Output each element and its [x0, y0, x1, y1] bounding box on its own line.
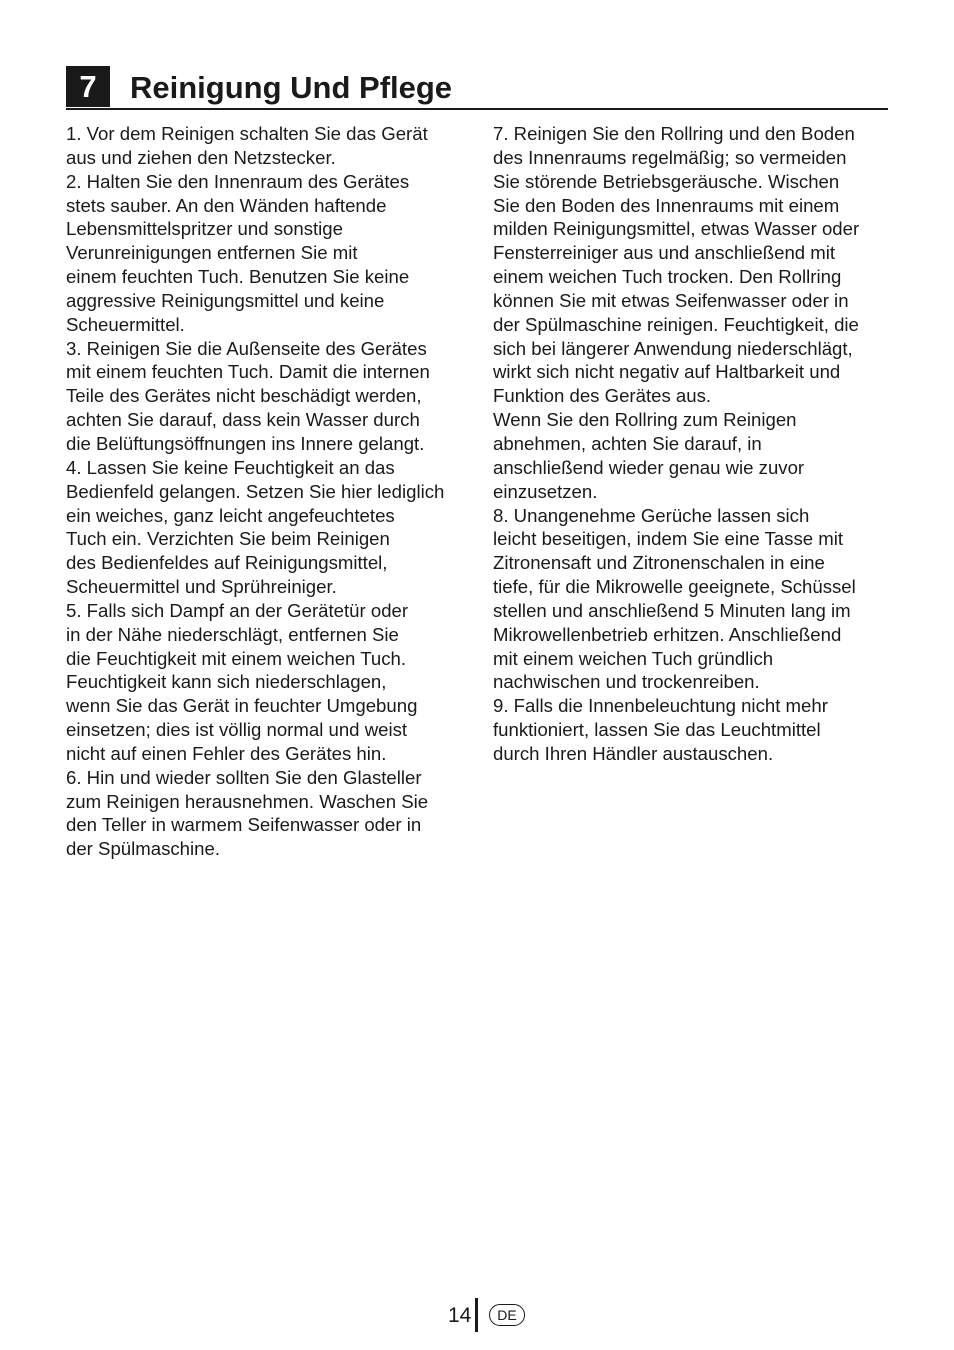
- left-text-column: [66, 122, 466, 861]
- text-line: Scheuermittel und Sprühreiniger.: [66, 576, 337, 598]
- text-line: nachwischen und trockenreiben.: [493, 671, 760, 693]
- text-line: milden Reinigungsmittel, etwas Wasser oder: [493, 218, 860, 240]
- text-line: Fensterreiniger aus und anschließend mit: [493, 242, 836, 264]
- text-line: mit einem feuchten Tuch. Damit die internen: [66, 361, 430, 383]
- text-line: Wenn Sie den Rollring zum Reinigen: [493, 409, 797, 431]
- text-line: einem weichen Tuch trocken. Den Rollring: [493, 266, 842, 288]
- text-line: stets sauber. An den Wänden haftende: [66, 194, 387, 216]
- text-line: 5. Falls sich Dampf an der Gerätetür oder: [66, 599, 409, 621]
- page-title: Reinigung Und Pflege: [130, 70, 453, 105]
- text-line: 7. Reinigen Sie den Rollring und den Boden: [493, 123, 855, 144]
- text-line: 8. Unangenehme Gerüche lassen sich: [493, 504, 810, 526]
- text-line: Teile des Gerätes nicht beschädigt werden,: [66, 385, 422, 407]
- text-line: den Teller in warmem Seifenwasser oder in: [66, 814, 422, 836]
- text-line: Sie störende Betriebsgeräusche. Wischen: [493, 170, 840, 192]
- text-line: ein weiches, ganz leicht angefeuchtetes: [66, 504, 395, 526]
- chapter-number-badge: 7: [66, 66, 110, 107]
- text-line: durch Ihren Händler austauschen.: [493, 742, 774, 764]
- text-line: der Spülmaschine.: [66, 838, 220, 860]
- text-line: sich bei längerer Anwendung niederschlägt,: [493, 337, 853, 359]
- text-line: abnehmen, achten Sie darauf, in: [493, 432, 762, 454]
- text-line: 3. Reinigen Sie die Außenseite des Gerätes: [66, 337, 427, 359]
- text-line: aggressive Reinigungsmittel und keine: [66, 289, 385, 311]
- text-line: tiefe, für die Mikrowelle geeignete, Schüssel: [493, 576, 856, 598]
- text-line: 6. Hin und wieder sollten Sie den Glasteller: [66, 766, 422, 788]
- text-line: einzusetzen.: [493, 480, 598, 502]
- text-line: Funktion des Gerätes aus.: [493, 385, 712, 407]
- text-line: 9. Falls die Innenbeleuchtung nicht mehr: [493, 695, 828, 717]
- text-line: funktioniert, lassen Sie das Leuchtmittel: [493, 719, 821, 741]
- text-line: die Feuchtigkeit mit einem weichen Tuch.: [66, 647, 407, 669]
- page-number: 14: [448, 1304, 472, 1327]
- text-line: Bedienfeld gelangen. Setzen Sie hier lediglich: [66, 480, 445, 502]
- text-line: Lebensmittelspritzer und sonstige: [66, 218, 343, 240]
- text-line: leicht beseitigen, indem Sie eine Tasse mit: [493, 528, 844, 550]
- text-line: des Innenraums regelmäßig; so vermeiden: [493, 146, 847, 168]
- text-line: Feuchtigkeit kann sich niederschlagen,: [66, 671, 387, 693]
- text-line: 1. Vor dem Reinigen schalten Sie das Gerät: [66, 123, 428, 144]
- language-badge: DE: [489, 1304, 525, 1326]
- text-line: zum Reinigen herausnehmen. Waschen Sie: [66, 790, 429, 812]
- text-line: 2. Halten Sie den Innenraum des Gerätes: [66, 170, 410, 192]
- text-line: Verunreinigungen entfernen Sie mit: [66, 242, 358, 264]
- text-line: nicht auf einen Fehler des Gerätes hin.: [66, 742, 387, 764]
- text-line: des Bedienfeldes auf Reinigungsmittel,: [66, 552, 388, 574]
- text-line: stellen und anschließend 5 Minuten lang im: [493, 599, 851, 621]
- text-line: in der Nähe niederschlägt, entfernen Sie: [66, 623, 399, 645]
- text-line: wenn Sie das Gerät in feuchter Umgebung: [66, 695, 418, 717]
- text-line: 4. Lassen Sie keine Feuchtigkeit an das: [66, 456, 395, 478]
- text-line: Scheuermittel.: [66, 313, 185, 335]
- text-line: Mikrowellenbetrieb erhitzen. Anschließend: [493, 623, 842, 645]
- chapter-header: [66, 66, 888, 110]
- text-line: der Spülmaschine reinigen. Feuchtigkeit, die: [493, 313, 859, 335]
- text-line: aus und ziehen den Netzstecker.: [66, 146, 336, 168]
- text-line: anschließend wieder genau wie zuvor: [493, 456, 805, 478]
- text-line: wirkt sich nicht negativ auf Haltbarkeit und: [493, 361, 841, 383]
- footer-divider: [475, 1298, 478, 1332]
- text-line: einem feuchten Tuch. Benutzen Sie keine: [66, 266, 410, 288]
- text-line: Zitronensaft und Zitronenschalen in eine: [493, 552, 825, 574]
- text-line: Tuch ein. Verzichten Sie beim Reinigen: [66, 528, 390, 550]
- text-line: mit einem weichen Tuch gründlich: [493, 647, 774, 669]
- right-text-column: [493, 122, 888, 766]
- text-line: können Sie mit etwas Seifenwasser oder in: [493, 289, 849, 311]
- text-line: einsetzen; dies ist völlig normal und weist: [66, 719, 408, 741]
- text-line: die Belüftungsöffnungen ins Innere gelangt.: [66, 432, 425, 454]
- text-line: achten Sie darauf, dass kein Wasser durch: [66, 409, 420, 431]
- text-line: Sie den Boden des Innenraums mit einem: [493, 194, 840, 216]
